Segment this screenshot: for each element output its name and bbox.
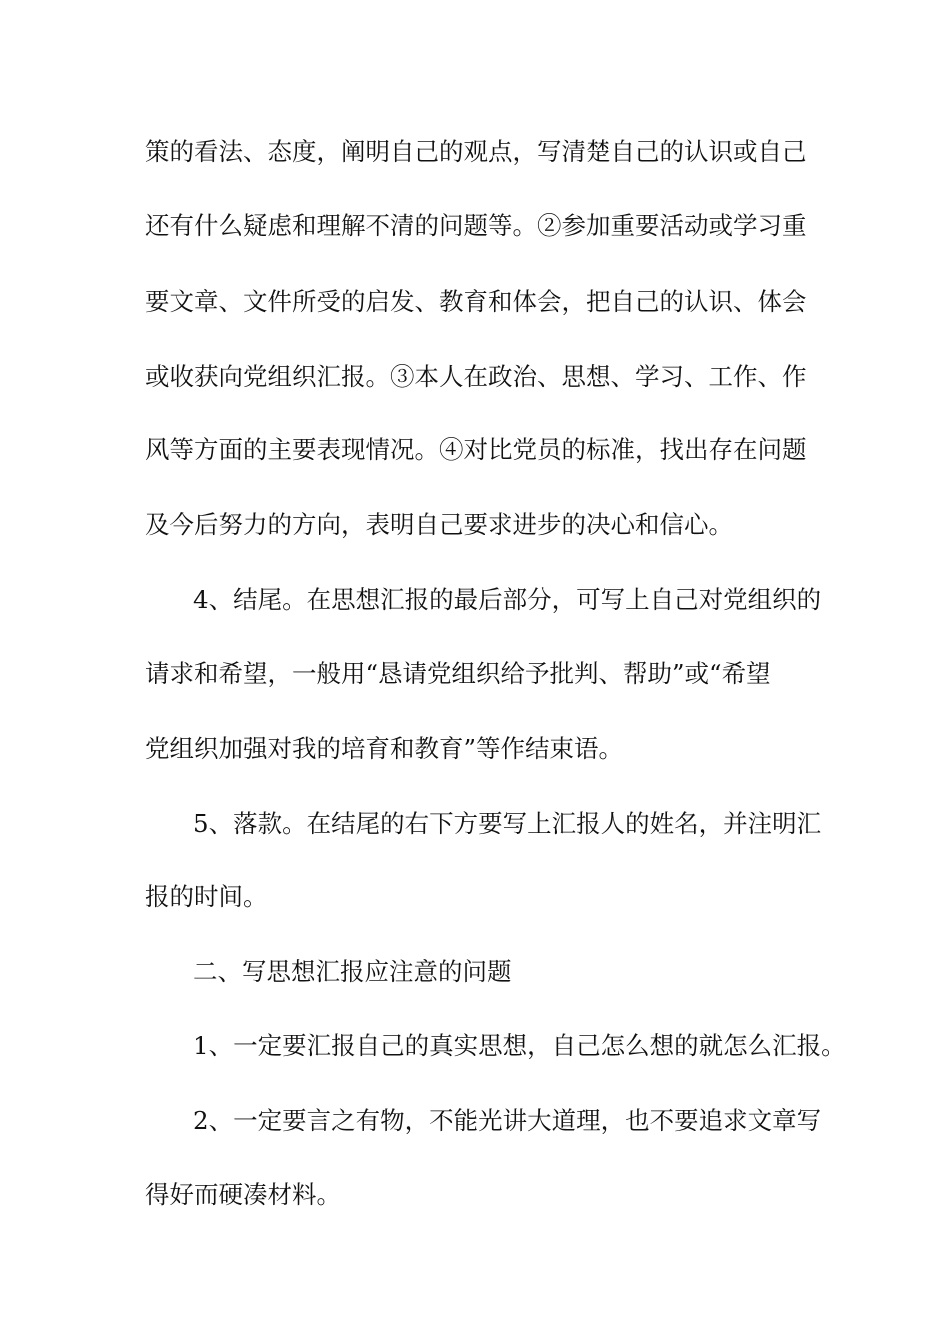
- text-line: 风等方面的主要表现情况。④对比党员的标准，找出存在问题: [145, 435, 807, 464]
- text-line: 报的时间。: [145, 882, 268, 911]
- text-line: 党组织加强对我的培育和教育”等作结束语。: [145, 734, 624, 763]
- text-line: 及今后努力的方向，表明自己要求进步的决心和信心。: [145, 510, 733, 539]
- text-line: 或收获向党组织汇报。③本人在政治、思想、学习、工作、作: [145, 362, 807, 391]
- paragraph-heading: 1、一定要汇报自己的真实思想，自己怎么想的就怎么汇报。: [193, 1031, 846, 1060]
- text-line: 得好而硬凑材料。: [145, 1180, 341, 1209]
- text-line: 还有什么疑虑和理解不清的问题等。②参加重要活动或学习重: [145, 211, 807, 240]
- text-line: 请求和希望，一般用“恳请党组织给予批判、帮助”或“希望: [145, 659, 771, 688]
- text-line: 要文章、文件所受的启发、教育和体会，把自己的认识、体会: [145, 287, 807, 316]
- paragraph-heading: 5、落款。在结尾的右下方要写上汇报人的姓名，并注明汇: [193, 809, 822, 838]
- section-heading: 二、写思想汇报应注意的问题: [193, 957, 512, 986]
- paragraph-heading: 2、一定要言之有物，不能光讲大道理，也不要追求文章写: [193, 1106, 822, 1135]
- text-line: 策的看法、态度，阐明自己的观点，写清楚自己的认识或自己: [145, 137, 807, 166]
- paragraph-heading: 4、结尾。在思想汇报的最后部分，可写上自己对党组织的: [193, 585, 822, 614]
